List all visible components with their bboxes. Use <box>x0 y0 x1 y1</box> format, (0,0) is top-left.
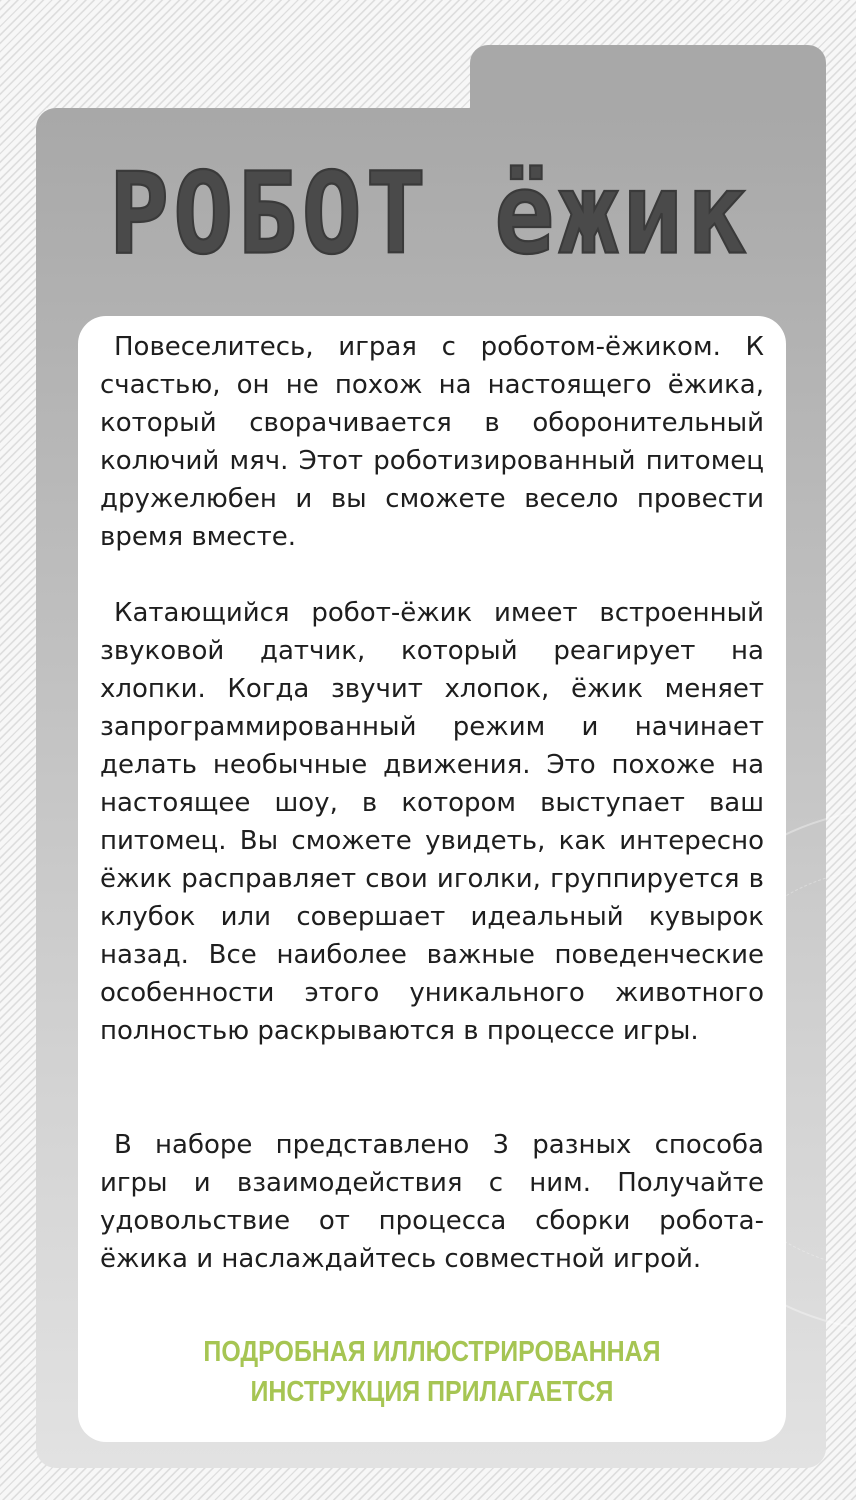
instruction-note-line-1: ПОДРОБНАЯ ИЛЛЮСТРИРОВАННАЯ <box>203 1336 661 1368</box>
instruction-note <box>128 1332 737 1412</box>
product-title: РОБОТ ёжик <box>108 148 752 280</box>
description-paragraph-1: Повеселитесь, играя с роботом-ёжиком. К счастью, он не похож на настоящего ёжика, который сворачивается в оборонительный колючий мяч. Этот роботизированный питомец дружелюбен и вы сможете весело провести время вместе. <box>100 332 764 552</box>
instruction-note-line-2: ИНСТРУКЦИЯ ПРИЛАГАЕТСЯ <box>250 1376 614 1408</box>
description-paragraph-2: Катающийся робот-ёжик имеет встроенный звуковой датчик, который реагирует на хлопки. Когда звучит хлопок, ёжик меняет запрограммированный режим и начинает делать необычные движения. Это похоже на настоящее шоу, в котором выступает ваш питомец. Вы сможете увидеть, как интересно ёжик расправляет свои иголки, группируется в клубок или совершает идеальный кувырок назад. Все наиболее важные поведенческие особенности этого уникального животного полностью раскрываются в процессе игры. <box>100 598 764 1046</box>
description-box <box>78 316 786 1442</box>
description-paragraph-3: В наборе представлено 3 разных способа игры и взаимодействия с ним. Получайте удовольствие от процесса сборки робота-ёжика и наслаждайтесь совместной игрой. <box>100 1130 764 1274</box>
